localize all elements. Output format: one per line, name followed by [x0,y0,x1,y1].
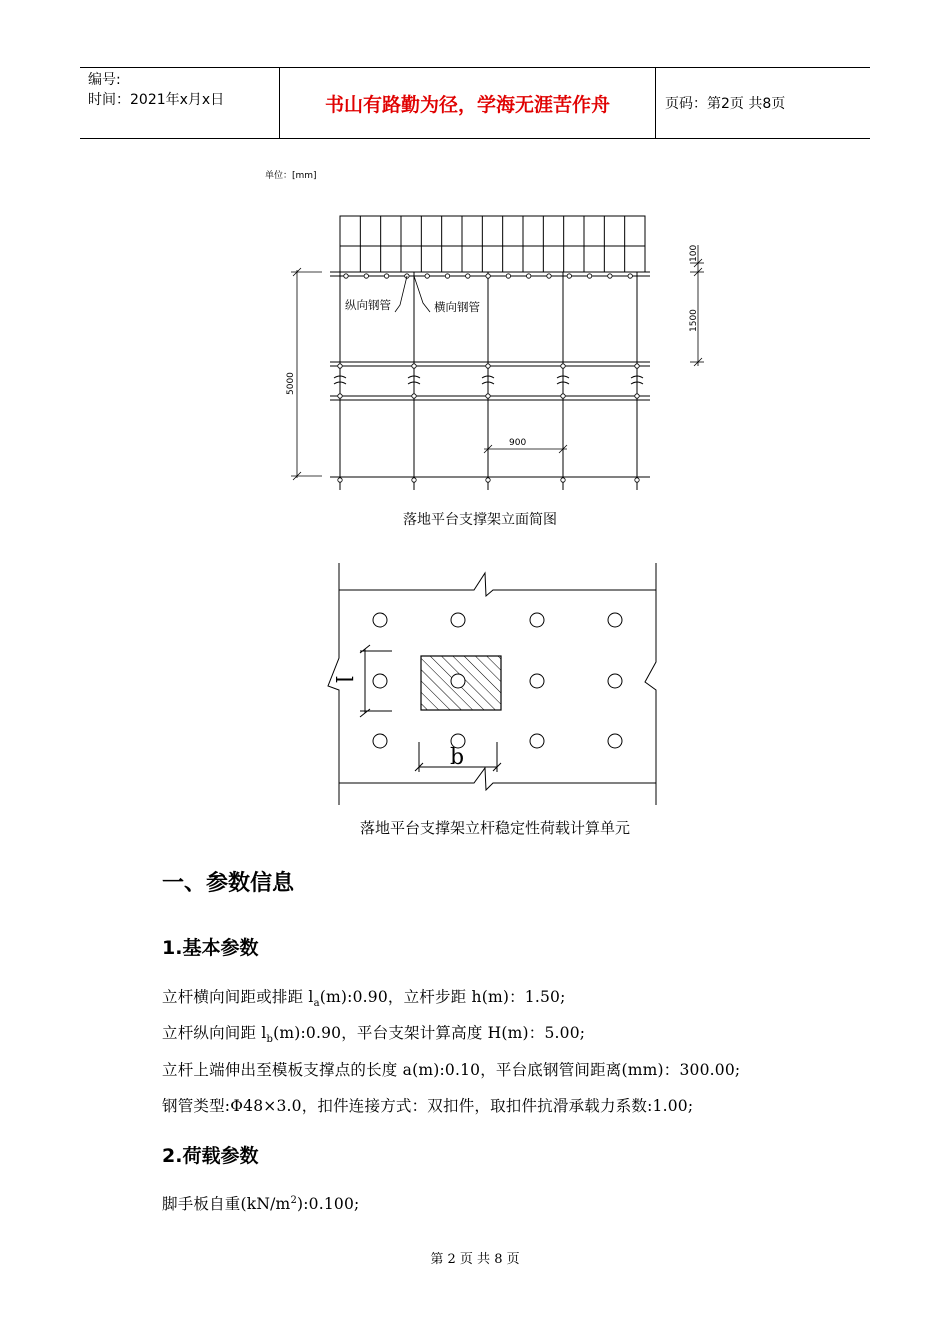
serial-label: 编号: [88,72,121,88]
basic-params-title: 1.基本参数 [162,937,259,959]
basic-line-3: 立杆上端伸出至模板支撑点的长度 a(m):0.10，平台底钢管间距离(mm)：300.00; [162,1061,741,1079]
post-circle [373,613,387,627]
dim-step: 1500 [689,309,699,332]
header-motto: 书山有路勤为径，学海无涯苦作舟 [280,68,656,138]
post-circle [530,613,544,627]
section-title: 一、参数信息 [162,871,295,896]
label-b: b [450,745,465,770]
post-circle [608,674,622,688]
post-circle [608,613,622,627]
basic-line-1: 立杆横向间距或排距 $l_a(m):0.90$，立杆步距 h(m)：1.50; [162,988,566,1010]
basic-line-2: 立杆纵向间距 $l_b(m):0.90$，平台支架计算高度 H(m)：5.00; [162,1024,586,1046]
page-footer: 第 2 页 共 8 页 [430,1252,520,1267]
post-circle [608,734,622,748]
post-circle [451,613,465,627]
post-circle [530,674,544,688]
elevation-caption: 落地平台支撑架立面简图 [403,512,557,528]
load-unit-caption: 落地平台支撑架立杆稳定性荷载计算单元 [359,819,630,837]
post-circle [530,734,544,748]
basic-line-4: 钢管类型:Φ48×3.0，扣件连接方式：双扣件，取扣件抗滑承载力系数:1.00; [162,1097,694,1115]
dim-spacing: 900 [509,438,527,448]
header-page-label: 页码：第2页 共8页 [665,96,786,112]
load-line-1: 脚手板自重$(kN/m^2):0.100$; [162,1194,360,1213]
label-transverse-tube: 横向钢管 [434,300,480,314]
post-circle [373,674,387,688]
load-params-title: 2.荷载参数 [162,1145,259,1167]
dim-top-extension: 100 [689,244,699,262]
time-label: 时间：2021年x月x日 [88,92,225,108]
label-l: l [330,676,355,684]
label-longitudinal-tube: 纵向钢管 [345,298,391,312]
unit-label: 单位：[mm] [265,171,317,181]
post-circle [373,734,387,748]
dim-total-height: 5000 [286,372,296,395]
